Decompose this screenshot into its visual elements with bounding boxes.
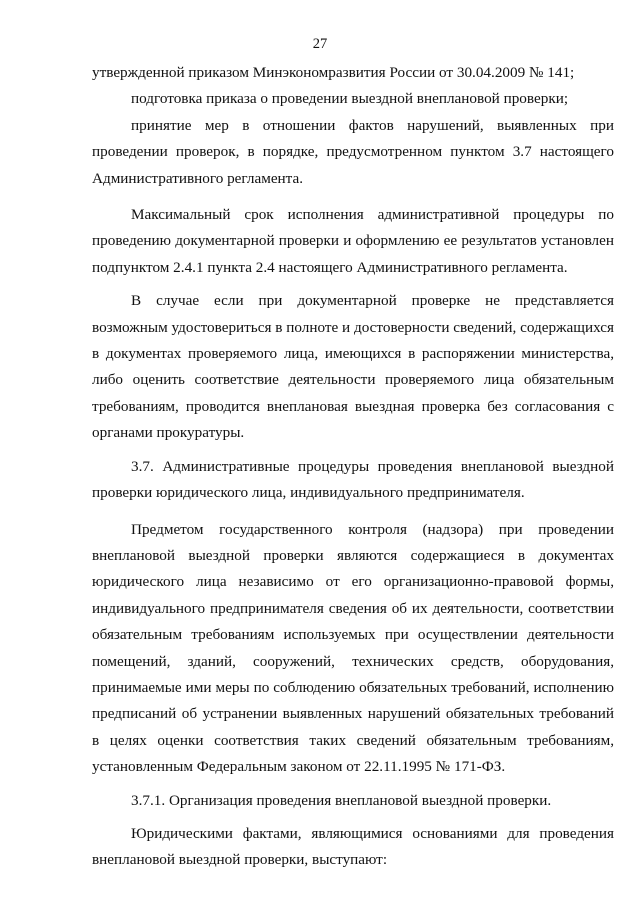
paragraph-5: В случае если при документарной проверке не представляется возможным удостовериться в полноте и достоверности сведений, содержащихся в документах проверяемого лица, имеющихся в распоряжении министерства, либо оценить соответствие деятельности проверяемого лица обязательным требованиям, проводится внеплановая выездная проверка без согласования с органами прокуратуры. xyxy=(92,292,614,442)
section-heading-3-7: 3.7. Административные процедуры проведения внеплановой выездной проверки юридического лица, индивидуального предпринимателя. xyxy=(92,457,614,502)
section-heading-3-7-1: 3.7.1. Организация проведения внеплановой выездной проверки. xyxy=(131,791,552,809)
paragraph-4: Максимальный срок исполнения административной процедуры по проведению документарной проверки и оформлению ее результатов установлен подпунктом 2.4.1 пункта 2.4 настоящего Административного регламента. xyxy=(92,206,614,276)
document-body xyxy=(92,60,614,874)
paragraph-3: принятие мер в отношении фактов нарушений, выявленных при проведении проверок, в порядке, предусмотренном пунктом 3.7 настоящего Административного регламента. xyxy=(92,116,614,187)
paragraph-9: Юридическими фактами, являющимися основаниями для проведения внеплановой выездной проверки, выступают: xyxy=(92,824,614,869)
page-number: 27 xyxy=(312,36,328,52)
paragraph-7: Предметом государственного контроля (надзора) при проведении внеплановой выездной проверки являются содержащиеся в документах юридического лица независимо от его организационно-правовой формы, индивидуального предпринимателя сведения об их деятельности, соответствии обязательным требованиям используемых при осуществлении деятельности помещений, зданий, сооружений, технических средств, оборудования, принимаемые ими меры по соблюдению обязательных требований, исполнению предписаний об устранении выявленных нарушений обязательных требований в целях оценки соответствия таких сведений обязательным требованиям, установленным Федеральным законом от 22.11.1995 № 171-ФЗ. xyxy=(92,520,614,776)
paragraph-2: подготовка приказа о проведении выездной внеплановой проверки; xyxy=(131,90,569,108)
paragraph-1: утвержденной приказом Минэкономразвития России от 30.04.2009 № 141; xyxy=(92,64,575,81)
